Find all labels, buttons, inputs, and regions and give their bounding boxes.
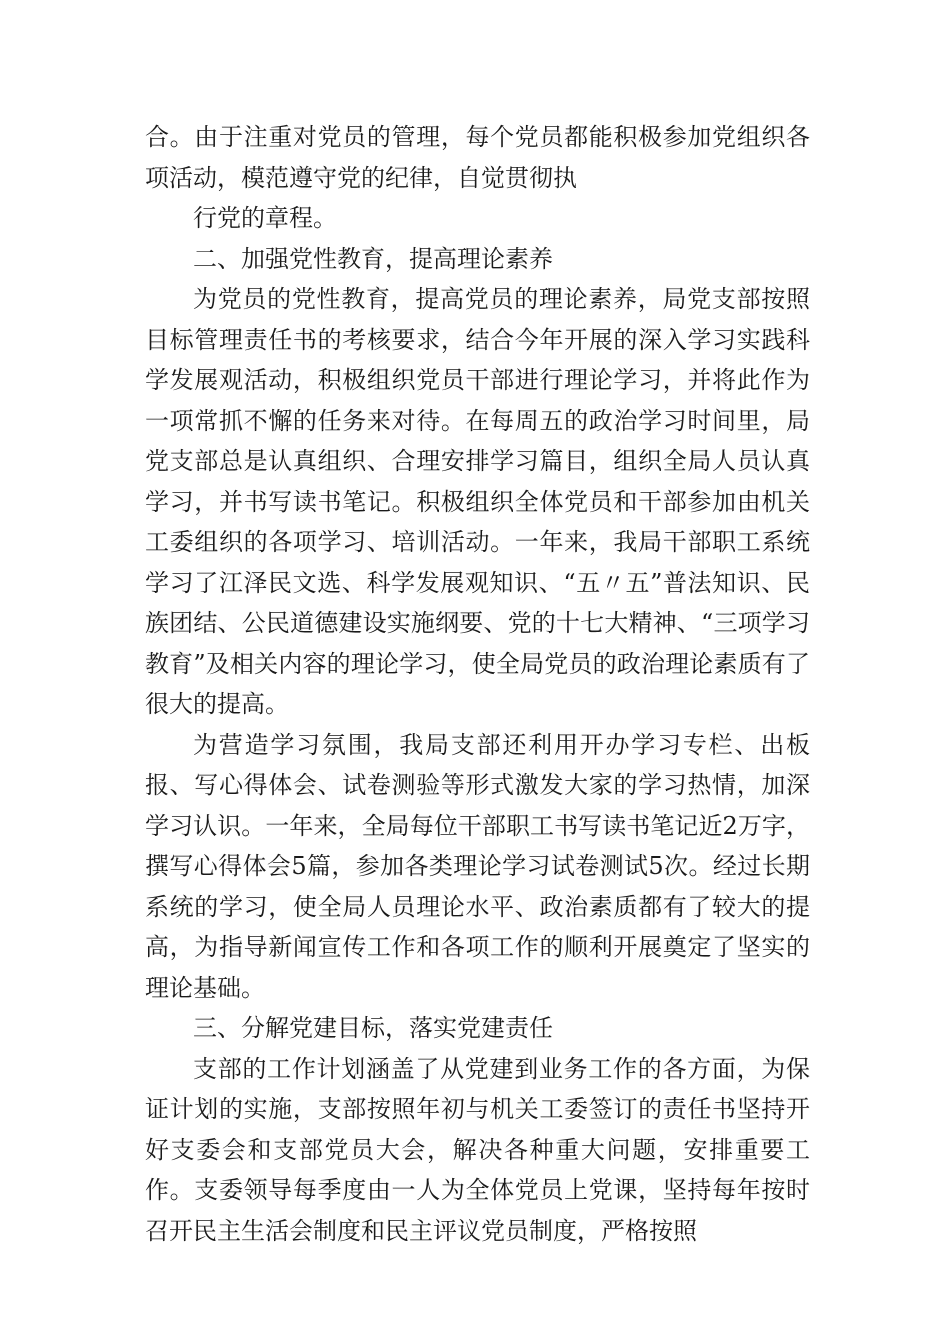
paragraph-fragment: 行党的章程。 [193,204,337,232]
section-heading-2: 二、加强党性教育，提高理论素养 [193,244,553,273]
paragraph-study-atmosphere: 为营造学习氛围，我局支部还利用开办学习专栏、出板报、写心得体会、试卷测验等形式激发大家的学习热情，加深学习认识。一年来，全局每位干部职工书写读书笔记近2万字，撰写心得体会5篇，参加各类理论学习试卷测试5次。经过长期系统的学习，使全局人员理论水平、政治素质都有了较大的提高，为指导新闻宣传工作和各项工作的顺利开展奠定了坚实的理论基础。 [145,730,810,1002]
paragraph-party-education: 为党员的党性教育，提高党员的理论素养，局党支部按照目标管理责任书的考核要求，结合今年开展的深入学习实践科学发展观活动，积极组织党员干部进行理论学习，并将此作为一项常抓不懈的任务来对待。在每周五的政治学习时间里，局党支部总是认真组织、合理安排学习篇目，组织全局人员认真学习，并书写读书笔记。积极组织全体党员和干部参加由机关工委组织的各项学习、培训活动。一年来，我局干部职工系统学习了江泽民文选、科学发展观知识、“五〃五”普法知识、民族团结、公民道德建设实施纲要、党的十七大精神、“三项学习教育”及相关内容的理论学习，使全局党员的政治理论素质有了很大的提高。 [145,285,810,718]
document-body [145,117,810,1251]
section-heading-3: 三、分解党建目标，落实党建责任 [193,1014,553,1042]
paragraph-continuation: 合。由于注重对党员的管理，每个党员都能积极参加党组织各项活动，模范遵守党的纪律，自觉贯彻执 [145,123,810,192]
paragraph-work-plan: 支部的工作计划涵盖了从党建到业务工作的各方面，为保证计划的实施，支部按照年初与机关工委签订的责任书坚持开好支委会和支部党员大会，解决各种重大问题，安排重要工作。支委领导每季度由一人为全体党员上党课，坚持每年按时召开民主生活会制度和民主评议党员制度，严格按照 [145,1054,810,1245]
